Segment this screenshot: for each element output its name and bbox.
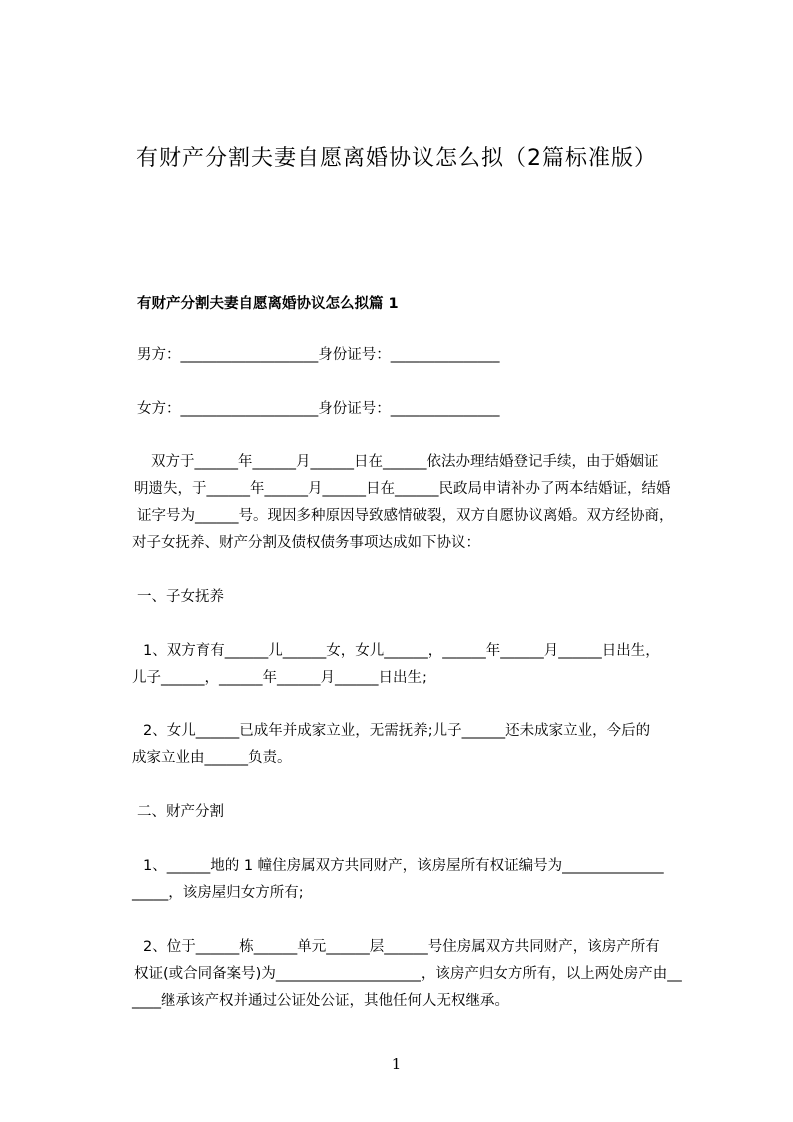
male-party-line: 男方：___________________身份证号：_______________ [137, 347, 500, 363]
paragraph-line: 1、______地的 1 幢住房属双方共同财产，该房屋所有权证编号为______________ [143, 858, 664, 874]
paragraph-line: 儿子______，______年______月______日出生; [132, 670, 427, 686]
section-title: 有财产分割夫妻自愿离婚协议怎么拟篇 1 [137, 296, 399, 312]
paragraph-line: _____，该房屋归女方所有; [132, 885, 304, 901]
section-heading-child-support: 一、子女抚养 [137, 589, 224, 605]
page-number: 1 [391, 1055, 402, 1073]
paragraph-line: 1、双方育有______儿______女，女儿______，______年______月______日出生， [143, 643, 660, 659]
paragraph-line: 2、位于______栋______单元______层______号住房属双方共同财产，该房产所有 [143, 939, 660, 955]
paragraph-line: ____继承该产权并通过公证处公证，其他任何人无权继承。 [132, 993, 509, 1009]
paragraph-line: 成家立业由______负责。 [132, 750, 292, 766]
paragraph-line: 权证(或合同备案号)为____________________，该房产归女方所有，以上两处房产由__ [134, 966, 682, 982]
document-title: 有财产分割夫妻自愿离婚协议怎么拟（2篇标准版） [136, 146, 657, 171]
paragraph-line: 双方于______年______月______日在______依法办理结婚登记手续，由于婚姻证 [151, 454, 659, 470]
paragraph-line: 明遗失，于______年______月______日在______民政局申请补办了两本结婚证，结婚 [134, 481, 671, 497]
paragraph-line: 对子女抚养、财产分割及债权债务事项达成如下协议： [132, 535, 480, 551]
paragraph-line: 证字号为______号。现因多种原因导致感情破裂，双方自愿协议离婚。双方经协商， [137, 508, 674, 524]
female-party-line: 女方：___________________身份证号：_______________ [137, 401, 500, 417]
paragraph-line: 2、女儿______已成年并成家立业，无需抚养;儿子______还未成家立业，今后的 [143, 723, 651, 739]
section-heading-property-division: 二、财产分割 [137, 804, 224, 820]
